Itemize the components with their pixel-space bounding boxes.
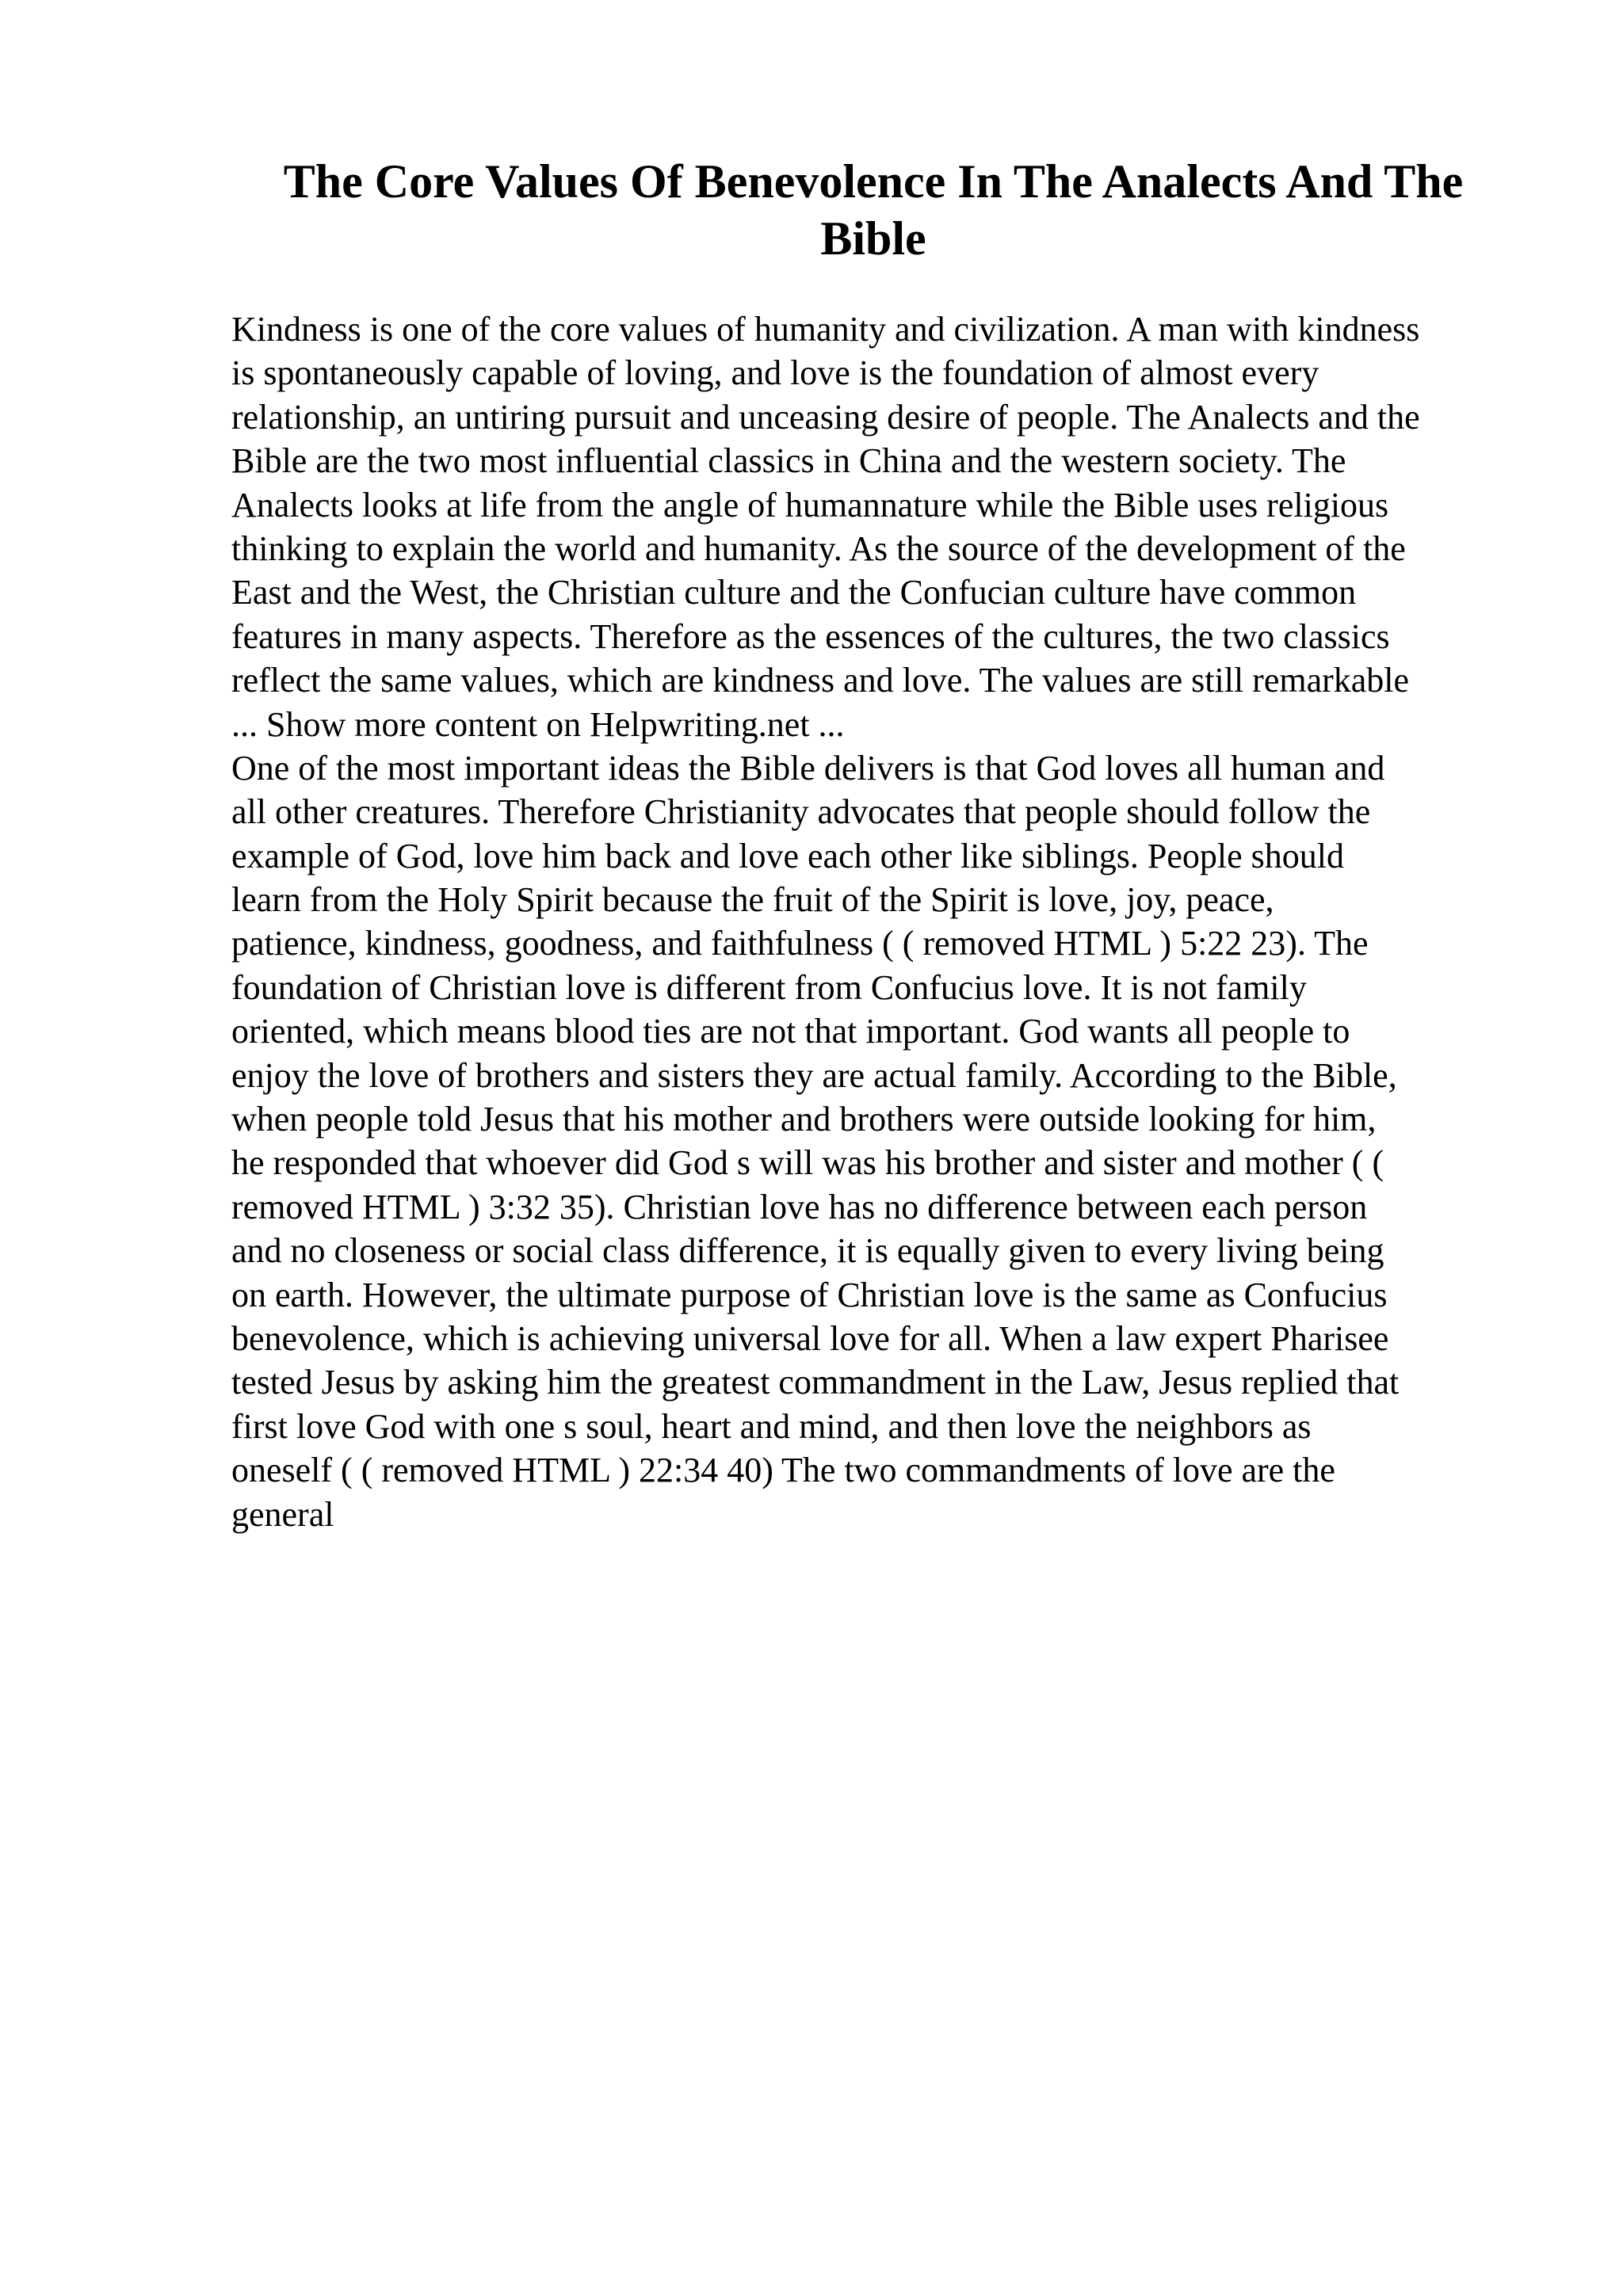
text-line: thinking to explain the world and humanity. As the source of the development of the: [231, 528, 1406, 568]
text-line: general: [231, 1494, 334, 1534]
text-line: Bible are the two most influential classics in China and the western society. The: [231, 441, 1346, 481]
text-line: One of the most important ideas the Bible delivers is that God loves all human and: [231, 748, 1385, 788]
document-title: The Core Values Of Benevolence In The Analects And The Bible: [283, 155, 1464, 265]
text-line: East and the West, the Christian culture and the Confucian culture have common: [231, 573, 1357, 612]
text-line: patience, kindness, goodness, and faithfulness ( ( removed HTML ) 5:22 23). The: [231, 924, 1369, 963]
text-line: learn from the Holy Spirit because the fruit of the Spirit is love, joy, peace,: [231, 880, 1274, 920]
text-line: relationship, an untiring pursuit and unceasing desire of people. The Analects and the: [231, 397, 1420, 437]
text-line: benevolence, which is achieving universal love for all. When a law expert Pharisee: [231, 1318, 1389, 1358]
text-line: all other creatures. Therefore Christianity advocates that people should follow the: [231, 792, 1371, 832]
text-line: when people told Jesus that his mother and brothers were outside looking for him,: [231, 1100, 1377, 1139]
show-more-link[interactable]: ... Show more content on Helpwriting.net ...: [231, 704, 845, 744]
text-line: and no closeness or social class difference, it is equally given to every living being: [231, 1231, 1384, 1271]
text-line: tested Jesus by asking him the greatest commandment in the Law, Jesus replied that: [231, 1363, 1400, 1402]
text-line: features in many aspects. Therefore as the essences of the cultures, the two classics: [231, 616, 1390, 656]
document-body: [231, 307, 1515, 1536]
text-line: enjoy the love of brothers and sisters they are actual family. According to the Bible,: [231, 1055, 1397, 1095]
text-line: oneself ( ( removed HTML ) 22:34 40) The two commandments of love are the: [231, 1451, 1335, 1490]
text-line: is spontaneously capable of loving, and love is the foundation of almost every: [231, 353, 1319, 393]
text-line: Kindness is one of the core values of humanity and civilization. A man with kindness: [231, 310, 1420, 349]
text-line: Analects looks at life from the angle of humannature while the Bible uses religious: [231, 485, 1389, 524]
text-line: removed HTML ) 3:32 35). Christian love has no difference between each person: [231, 1187, 1368, 1226]
text-line: on earth. However, the ultimate purpose of Christian love is the same as Confucius: [231, 1275, 1388, 1314]
text-line: he responded that whoever did God s will was his brother and sister and mother ( (: [231, 1143, 1384, 1183]
text-line: foundation of Christian love is different from Confucius love. It is not family: [231, 967, 1307, 1007]
text-line: first love God with one s soul, heart and mind, and then love the neighbors as: [231, 1406, 1312, 1446]
text-line: reflect the same values, which are kindness and love. The values are still remarkable: [231, 661, 1410, 700]
text-line: example of God, love him back and love each other like siblings. People should: [231, 836, 1345, 875]
text-line: oriented, which means blood ties are not that important. God wants all people to: [231, 1012, 1350, 1051]
